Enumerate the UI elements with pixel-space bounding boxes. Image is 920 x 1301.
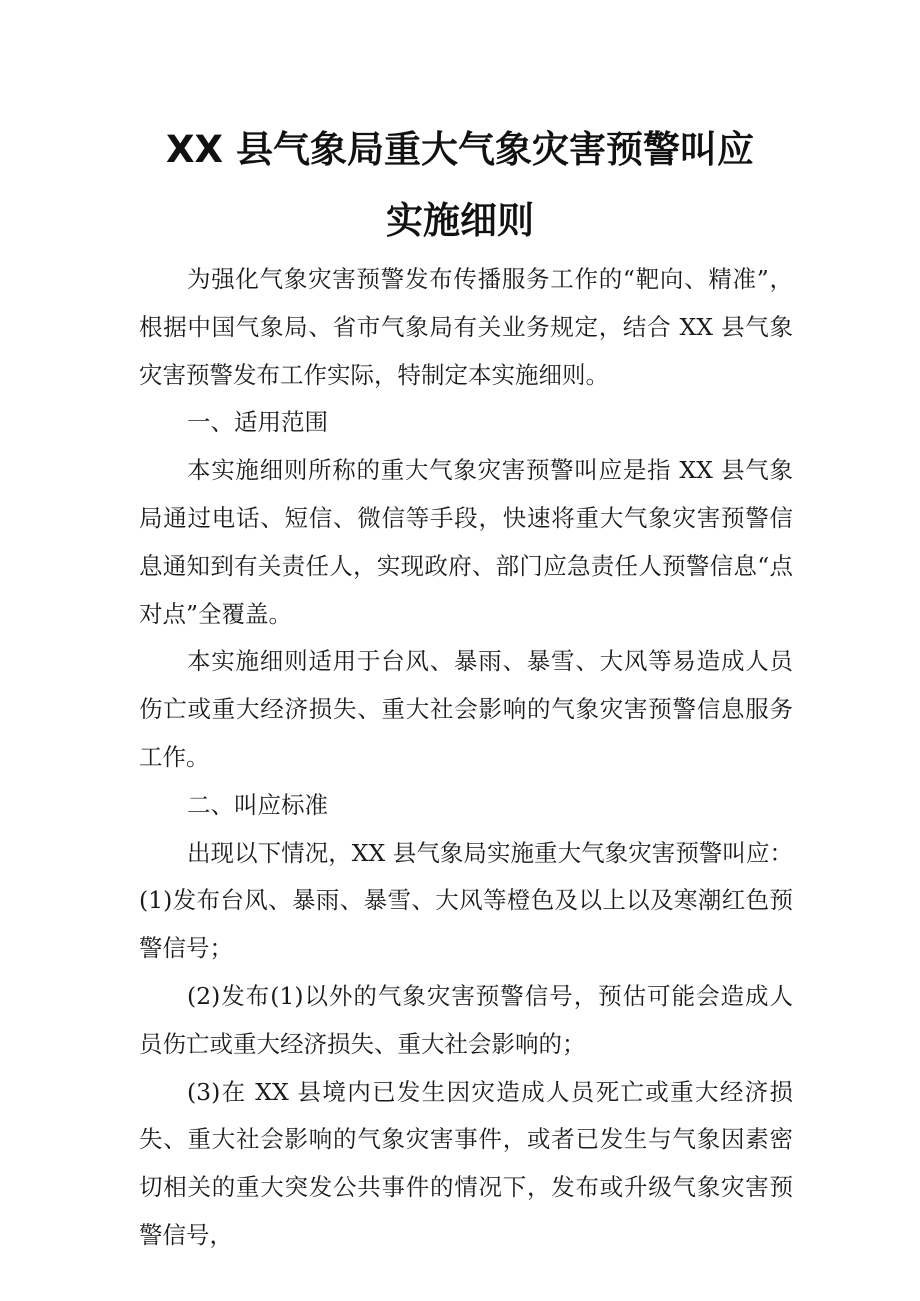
scope-paragraph-1: 本实施细则所称的重大气象灾害预警叫应是指 XX 县气象局通过电话、短信、微信等手段，快速将重大气象灾害预警信息通知到有关责任人，实现政府、部门应急责任人预警信息“点对点”全覆盖。 [139,456,793,628]
criteria-paragraph-1: 出现以下情况，XX 县气象局实施重大气象灾害预警叫应：(1)发布台风、暴雨、暴雪、大风等橙色及以上以及寒潮红色预警信号； [139,838,793,963]
criteria-paragraph-2: (2)发布(1)以外的气象灾害预警信号，预估可能会造成人员伤亡或重大经济损失、重大社会影响的； [139,981,793,1058]
section-heading-criteria: 二、叫应标准 [187,790,328,819]
document-body [139,256,793,1260]
section-heading-scope: 一、适用范围 [187,408,328,437]
scope-paragraph-2: 本实施细则适用于台风、暴雨、暴雪、大风等易造成人员伤亡或重大经济损失、重大社会影响的气象灾害预警信息服务工作。 [139,647,793,771]
document-title-line-2: 实施细则 [386,199,534,242]
intro-paragraph: 为强化气象灾害预警发布传播服务工作的“靶向、精准”，根据中国气象局、省市气象局有关业务规定，结合 XX 县气象灾害预警发布工作实际，特制定本实施细则。 [139,265,793,389]
criteria-paragraph-3: (3)在 XX 县境内已发生因灾造成人员死亡或重大经济损失、重大社会影响的气象灾害事件，或者已发生与气象因素密切相关的重大突发公共事件的情况下，发布或升级气象灾害预警信号， [139,1077,793,1249]
document-title-line-1: XX 县气象局重大气象灾害预警叫应 [166,128,754,171]
